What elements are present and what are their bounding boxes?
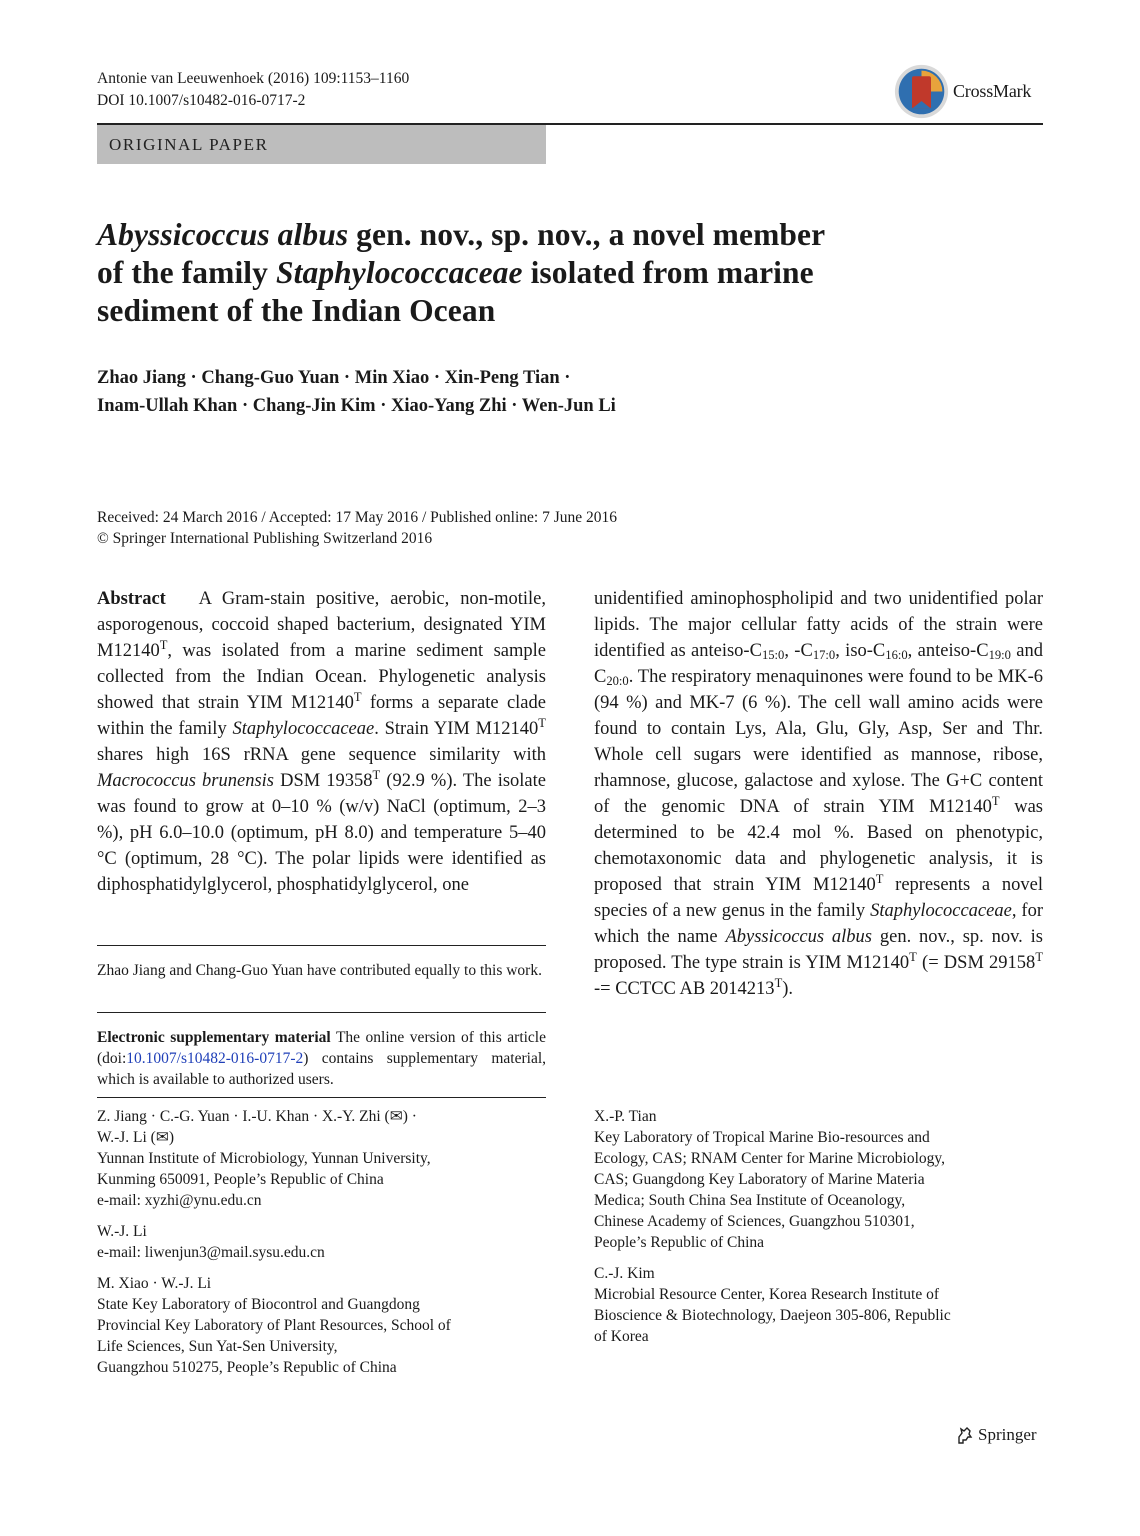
affiliation-line: People’s Republic of China (594, 1234, 765, 1251)
affiliations-left (97, 1106, 546, 1378)
superscript: T (875, 872, 884, 887)
abstract-text: , iso-C (835, 641, 886, 661)
title-text: isolated from marine (522, 255, 814, 290)
author-line: Inam-Ullah Khan · Chang-Jin Kim · Xiao-Yang Zhi · Wen-Jun Li (97, 396, 616, 416)
crossmark-badge[interactable] (893, 61, 1045, 121)
abstract-text: gen. nov., sp. nov. is proposed. The type strain is YIM M12140 (594, 927, 1043, 973)
abstract-text: DSM 19358 (274, 771, 373, 791)
affiliation-line: Medica; South China Sea Institute of Oceanology, (594, 1192, 906, 1209)
copyright-line: © Springer International Publishing Switzerland 2016 (97, 530, 433, 547)
superscript: T (1035, 950, 1043, 965)
abstract-italic: Abyssicoccus albus (725, 927, 873, 947)
subscript: 17:0 (812, 648, 836, 663)
abstract-text: unidentified aminophospholipid and two unidentified polar lipids. The major cellular fatty acids of the strain were identified as anteiso-C (594, 589, 1043, 661)
affiliation-line: of Korea (594, 1328, 649, 1345)
affiliation-line: Microbial Resource Center, Korea Research Institute of (594, 1286, 939, 1303)
abstract-text: forms a separate clade within the family (97, 693, 546, 739)
dates-line: Received: 24 March 2016 / Accepted: 17 May 2016 / Published online: 7 June 2016 (97, 509, 618, 526)
esm-heading: Electronic supplementary material (97, 1029, 331, 1046)
section-label: ORIGINAL PAPER (97, 125, 546, 164)
affiliation-line: Bioscience & Biotechnology, Daejeon 305-806, Republic (594, 1307, 951, 1324)
superscript: T (159, 638, 168, 653)
abstract-left-column (97, 586, 546, 898)
esm-text: ) contains supplementary material, which is available to authorized users. (97, 1050, 546, 1088)
title-genus: Abyssicoccus albus (97, 217, 349, 252)
affiliation-line: Ecology, CAS; RNAM Center for Marine Microbiology, (594, 1150, 945, 1167)
affiliation-line: Guangzhou 510275, People’s Republic of China (97, 1359, 397, 1376)
journal-line: Antonie van Leeuwenhoek (2016) 109:1153–1160 (97, 70, 410, 87)
superscript: T (991, 794, 1000, 809)
springer-horse-icon (955, 1425, 975, 1445)
esm-note (97, 1027, 546, 1090)
journal-citation (97, 68, 409, 112)
affiliation-names: W.-J. Li (✉) (97, 1129, 174, 1146)
abstract-text: , -C (784, 641, 813, 661)
abstract-right-column (594, 586, 1043, 1002)
abstract-italic: Staphylococcaceae (870, 901, 1012, 921)
title-family: Staphylococcaceae (276, 255, 523, 290)
affiliation-names: C.-J. Kim (594, 1265, 655, 1282)
abstract-text: represents a novel species of a new genus in the family (594, 875, 1043, 921)
equal-contribution-note: Zhao Jiang and Chang-Guo Yuan have contributed equally to this work. (97, 962, 542, 979)
abstract-text: shares high 16S rRNA gene sequence similarity with (97, 745, 546, 765)
title-text: of the family (97, 255, 276, 290)
author-line: Zhao Jiang · Chang-Guo Yuan · Min Xiao · Xin-Peng Tian · (97, 368, 571, 388)
footnote-divider (97, 1097, 546, 1098)
abstract-text: . The respiratory menaquinones were found to be MK-6 (94 %) and MK-7 (6 %). The cell wall amino acids were found to contain Lys, Ala, Glu, Gly, Asp, Ser and Thr. Whole cell sugars were identified as mannose, ribose, rhamnose, glucose, galactose and xylose. The G+C content of the genomic DNA of strain YIM M12140 (594, 667, 1043, 817)
publisher-name: Springer (978, 1425, 1037, 1444)
superscript: T (353, 690, 362, 705)
abstract-italic: Macrococcus brunensis (97, 771, 274, 791)
affiliations-right (594, 1106, 1043, 1347)
title-text: sediment of the Indian Ocean (97, 293, 496, 328)
footnote-divider (97, 945, 546, 946)
affiliation-line: Provincial Key Laboratory of Plant Resources, School of (97, 1317, 451, 1334)
superscript: T (538, 716, 546, 731)
abstract-text: (= DSM 29158 (916, 953, 1036, 973)
subscript: 19:0 (988, 648, 1011, 663)
doi-line: DOI 10.1007/s10482-016-0717-2 (97, 92, 306, 109)
doi-link[interactable]: 10.1007/s10482-016-0717-2 (126, 1050, 304, 1067)
abstract-text: , anteiso-C (907, 641, 989, 661)
abstract-italic: Staphylococcaceae (232, 719, 375, 739)
affiliation-names: Z. Jiang · C.-G. Yuan · I.-U. Khan · X.-Y. Zhi (✉) · (97, 1108, 417, 1125)
superscript: T (909, 950, 917, 965)
superscript: T (372, 768, 381, 783)
abstract-text: -= CCTCC AB 2014213 (594, 979, 775, 999)
email-line[interactable]: e-mail: liwenjun3@mail.sysu.edu.cn (97, 1244, 325, 1261)
abstract-text: (92.9 %). The isolate was found to grow at 0–10 % (w/v) NaCl (optimum, 2–3 %), pH 6.0–10.0 (optimum, pH 8.0) and temperature 5–40 °C (optimum, 28 °C). The polar lipids were identified as diphosphatidylglycerol, phosphatidylglycerol, one (97, 771, 546, 895)
crossmark-label: CrossMark (953, 80, 1032, 101)
affiliation-line: Yunnan Institute of Microbiology, Yunnan University, (97, 1150, 431, 1167)
subscript: 20:0 (606, 674, 629, 689)
paper-title (97, 216, 977, 330)
esm-text: The online version of this article (doi: (97, 1029, 546, 1067)
affiliation-line: Key Laboratory of Tropical Marine Bio-resources and (594, 1129, 930, 1146)
crossmark-icon (893, 63, 950, 120)
abstract-text: A Gram-stain positive, aerobic, non-motile, asporogenous, coccoid shaped bacterium, designated YIM M12140 (97, 589, 546, 661)
email-line[interactable]: e-mail: xyzhi@ynu.edu.cn (97, 1192, 262, 1209)
abstract-text: and C (594, 641, 1044, 687)
superscript: T (774, 976, 783, 991)
affiliation-line: Chinese Academy of Sciences, Guangzhou 510301, (594, 1213, 915, 1230)
abstract-text: ). (782, 979, 794, 999)
footnote-divider (97, 1012, 546, 1013)
affiliation-names: X.-P. Tian (594, 1108, 657, 1125)
abstract-heading: Abstract (97, 589, 166, 609)
affiliation-names: W.-J. Li (97, 1223, 147, 1240)
affiliation-line: CAS; Guangdong Key Laboratory of Marine Materia (594, 1171, 925, 1188)
affiliation-line: State Key Laboratory of Biocontrol and Guangdong (97, 1296, 420, 1313)
publication-dates (97, 507, 617, 549)
affiliation-line: Kunming 650091, People’s Republic of China (97, 1171, 384, 1188)
title-text: gen. nov., sp. nov., a novel member (348, 217, 826, 252)
author-list (97, 364, 997, 420)
abstract-text: . Strain YIM M12140 (374, 719, 539, 739)
affiliation-line: Life Sciences, Sun Yat-Sen University, (97, 1338, 338, 1355)
subscript: 15:0 (761, 648, 785, 663)
abstract-text: was determined to be 42.4 mol %. Based on phenotypic, chemotaxonomic data and phylogenetic analysis, it is proposed that strain YIM M12140 (594, 797, 1043, 895)
abstract-text: , was isolated from a marine sediment sample collected from the Indian Ocean. Phylogenetic analysis showed that strain YIM M12140 (97, 641, 546, 713)
affiliation-names: M. Xiao · W.-J. Li (97, 1275, 212, 1292)
abstract-text: , for which the name (594, 901, 1043, 947)
subscript: 16:0 (885, 648, 908, 663)
springer-logo (955, 1425, 1037, 1445)
